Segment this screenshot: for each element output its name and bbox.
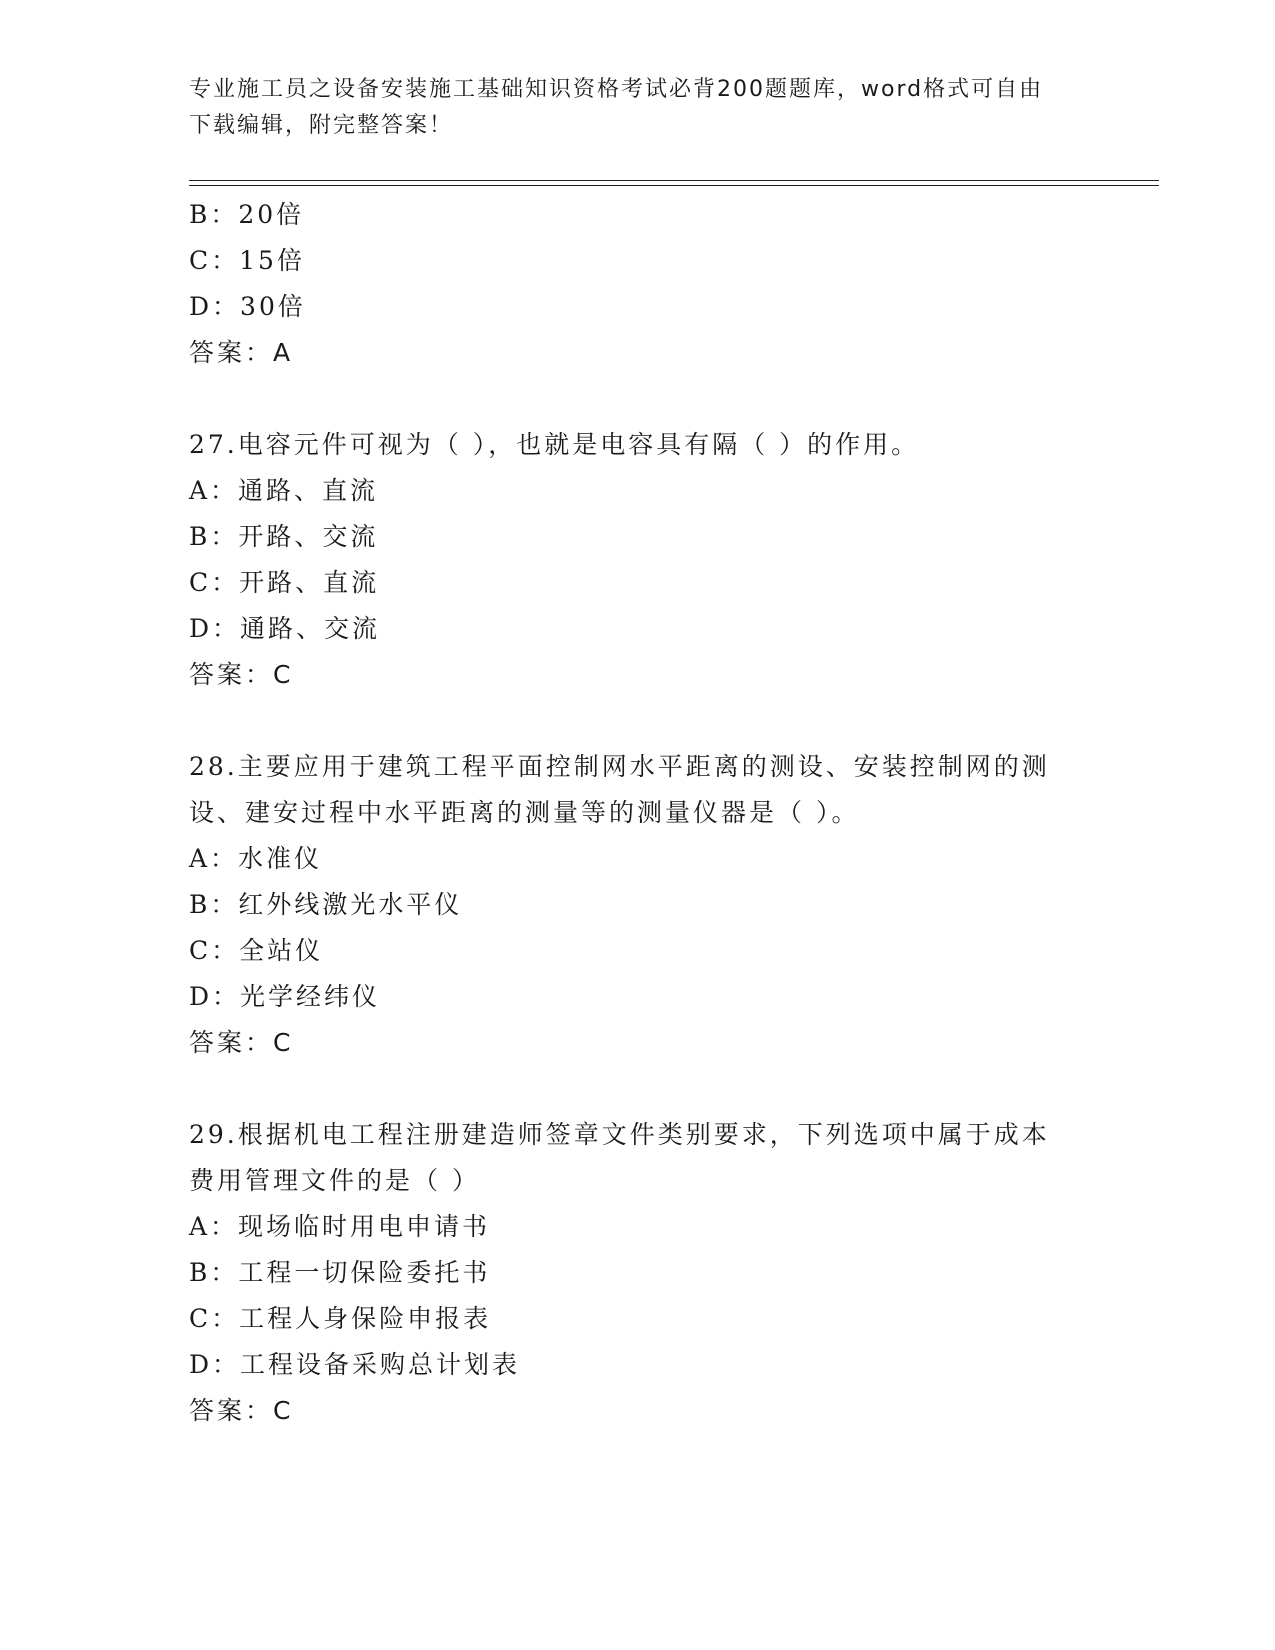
- option-a: A：通路、直流: [189, 476, 379, 505]
- header-divider-bottom: [189, 185, 1159, 186]
- spacer: [189, 698, 1089, 744]
- option-d: D：通路、交流: [189, 614, 381, 643]
- answer-line: 答案：C: [189, 1028, 294, 1057]
- question-stem: 27.电容元件可视为（ ），也就是电容具有隔（ ）的作用。: [189, 430, 920, 459]
- option-d: D：光学经纬仪: [189, 982, 381, 1011]
- option-b: B：20倍: [189, 200, 305, 229]
- question-26-continuation: [189, 192, 1089, 376]
- question-27: [189, 422, 1089, 698]
- spacer: [189, 1066, 1089, 1112]
- question-stem-line-2: 费用管理文件的是（ ）: [189, 1166, 480, 1195]
- option-c: C：15倍: [189, 246, 305, 275]
- question-29: [189, 1112, 1089, 1434]
- answer-line: 答案：C: [189, 660, 294, 689]
- question-stem-line-1: 28.主要应用于建筑工程平面控制网水平距离的测设、安装控制网的测: [189, 752, 1050, 781]
- option-b: B：工程一切保险委托书: [189, 1258, 491, 1287]
- question-stem-line-2: 设、建安过程中水平距离的测量等的测量仪器是（ ）。: [189, 798, 860, 827]
- option-a: A：现场临时用电申请书: [189, 1212, 491, 1241]
- option-d: D：30倍: [189, 292, 306, 321]
- question-28: [189, 744, 1089, 1066]
- option-b: B：开路、交流: [189, 522, 379, 551]
- page-header: [189, 72, 1089, 144]
- option-d: D：工程设备采购总计划表: [189, 1350, 521, 1379]
- option-a: A：水准仪: [189, 844, 323, 873]
- option-c: C：工程人身保险申报表: [189, 1304, 492, 1333]
- header-divider-top: [189, 180, 1159, 181]
- option-c: C：全站仪: [189, 936, 324, 965]
- option-c: C：开路、直流: [189, 568, 380, 597]
- answer-line: 答案：A: [189, 338, 294, 367]
- spacer: [189, 376, 1089, 422]
- option-b: B：红外线激光水平仪: [189, 890, 463, 919]
- header-title-line-2: 下载编辑，附完整答案！: [189, 113, 454, 138]
- answer-line: 答案：C: [189, 1396, 294, 1425]
- question-stem-line-1: 29.根据机电工程注册建造师签章文件类别要求，下列选项中属于成本: [189, 1120, 1050, 1149]
- question-content: [189, 192, 1089, 1434]
- header-title-line-1: 专业施工员之设备安装施工基础知识资格考试必背200题题库，word格式可自由: [189, 77, 1044, 102]
